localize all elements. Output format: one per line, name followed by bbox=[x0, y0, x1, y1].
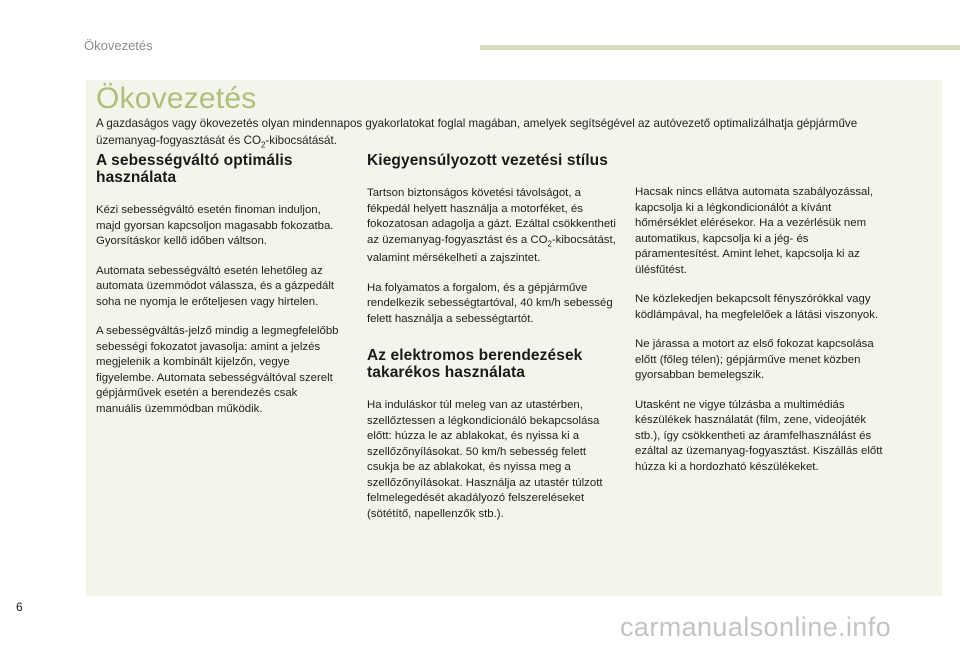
left-column bbox=[96, 152, 346, 431]
intro-subscript: 2 bbox=[260, 140, 266, 150]
intro-paragraph bbox=[96, 115, 896, 153]
page-number: 6 bbox=[16, 600, 23, 614]
gearbox-heading: A sebességváltó optimális használata bbox=[96, 152, 293, 186]
gearbox-paragraph-2: Automata sebességváltó esetén lehetőleg az automata üzemmódot válassza, és a gázpedált soha ne nyomja le erőteljesen vagy hirtelen. bbox=[96, 264, 335, 308]
driving-style-paragraph-2: Ha folyamatos a forgalom, és a gépjárműve rendelkezik sebességtartóval, 40 km/h sebesség felett használja a sebességtartót. bbox=[367, 281, 613, 325]
right-paragraph-2: Ne közlekedjen bekapcsolt fényszórókkal vagy ködlámpával, ha megfelelőek a látási viszonyok. bbox=[635, 293, 879, 321]
driving-style-text-before: Tartson biztonságos követési távolságot, a fékpedál helyett használja a motorféket, és fokozatosan adagolja a gázt. Ezáltal csökkentheti az üzemanyag-fogyasztást és a CO bbox=[367, 187, 616, 246]
right-paragraph-3: Ne járassa a motort az első fokozat kapcsolása előtt (főleg télen); gépjárműve menet közben gyorsabban bemelegszik. bbox=[635, 338, 874, 381]
driving-style-subscript: 2 bbox=[547, 238, 552, 248]
driving-style-paragraph-1 bbox=[367, 186, 617, 267]
page-title: Ökovezetés bbox=[96, 82, 257, 115]
intro-text-before: A gazdaságos vagy ökovezetés olyan mindennapos gyakorlatokat foglal magában, amelyek segítségével az autóvezető optimalizálhatja gépjárműve üzemanyag-fogyasztását és CO bbox=[96, 117, 858, 147]
right-paragraph-1: Hacsak nincs ellátva automata szabályozással, kapcsolja ki a légkondicionálót a kívánt hőmérséklet elérésekor. Ha a vezérlésük nem automatikus, kapcsolja ki a jég- és páramentesítést. Amint lehet, kapcsolja ki az ülésfűtést. bbox=[635, 186, 874, 276]
right-paragraph-4: Utasként ne vigye túlzásba a multimédiás készülékek használatát (film, zene, videojáték stb.), így csökkentheti az áramfelhasználást és ezáltal az üzemanyag-fogyasztást. Kiszállás előtt húzza ki a hordozható készülékeket. bbox=[635, 398, 883, 473]
intro-text-after: -kibocsátását. bbox=[265, 134, 337, 147]
driving-style-text-after: -kibocsátást, valamint mérsékelheti a zajszintet. bbox=[367, 233, 616, 265]
running-header: Ökovezetés bbox=[84, 38, 153, 53]
middle-column bbox=[367, 152, 617, 536]
right-column bbox=[635, 185, 885, 489]
gearbox-paragraph-1: Kézi sebességváltó esetén finoman induljon, majd gyorsan kapcsoljon magasabb fokozatba. Gyorsításkor kellő időben váltson. bbox=[96, 204, 334, 247]
watermark: carmanualsonline.info bbox=[620, 612, 892, 642]
electrical-paragraph-1: Ha induláskor túl meleg van az utastérben, szellőztessen a légkondicionáló bekapcsolása előtt: húzza le az ablakokat, és nyissa ki a szellőzőnyílásokat. 50 km/h sebesség felett csukja be az ablakokat, és nyissa meg a szellőzőnyílásokat. Használja az utastér túlzott felmelegedését akadályozó felszereléseket (sötétítő, napellenzők stb.). bbox=[367, 399, 603, 520]
driving-style-heading: Kiegyensúlyozott vezetési stílus bbox=[367, 152, 608, 169]
gearbox-paragraph-3: A sebességváltás-jelző mindig a legmegfelelőbb sebességi fokozatot javasolja: amint a jelzés megjelenik a kombinált kijelzőn, vegye figyelembe. Automata sebességváltóval szerelt gépjárművek esetén a berendezés csak manuális üzemmódban működik. bbox=[96, 325, 339, 415]
electrical-heading: Az elektromos berendezések takarékos használata bbox=[367, 347, 583, 382]
header-rule bbox=[480, 45, 960, 50]
